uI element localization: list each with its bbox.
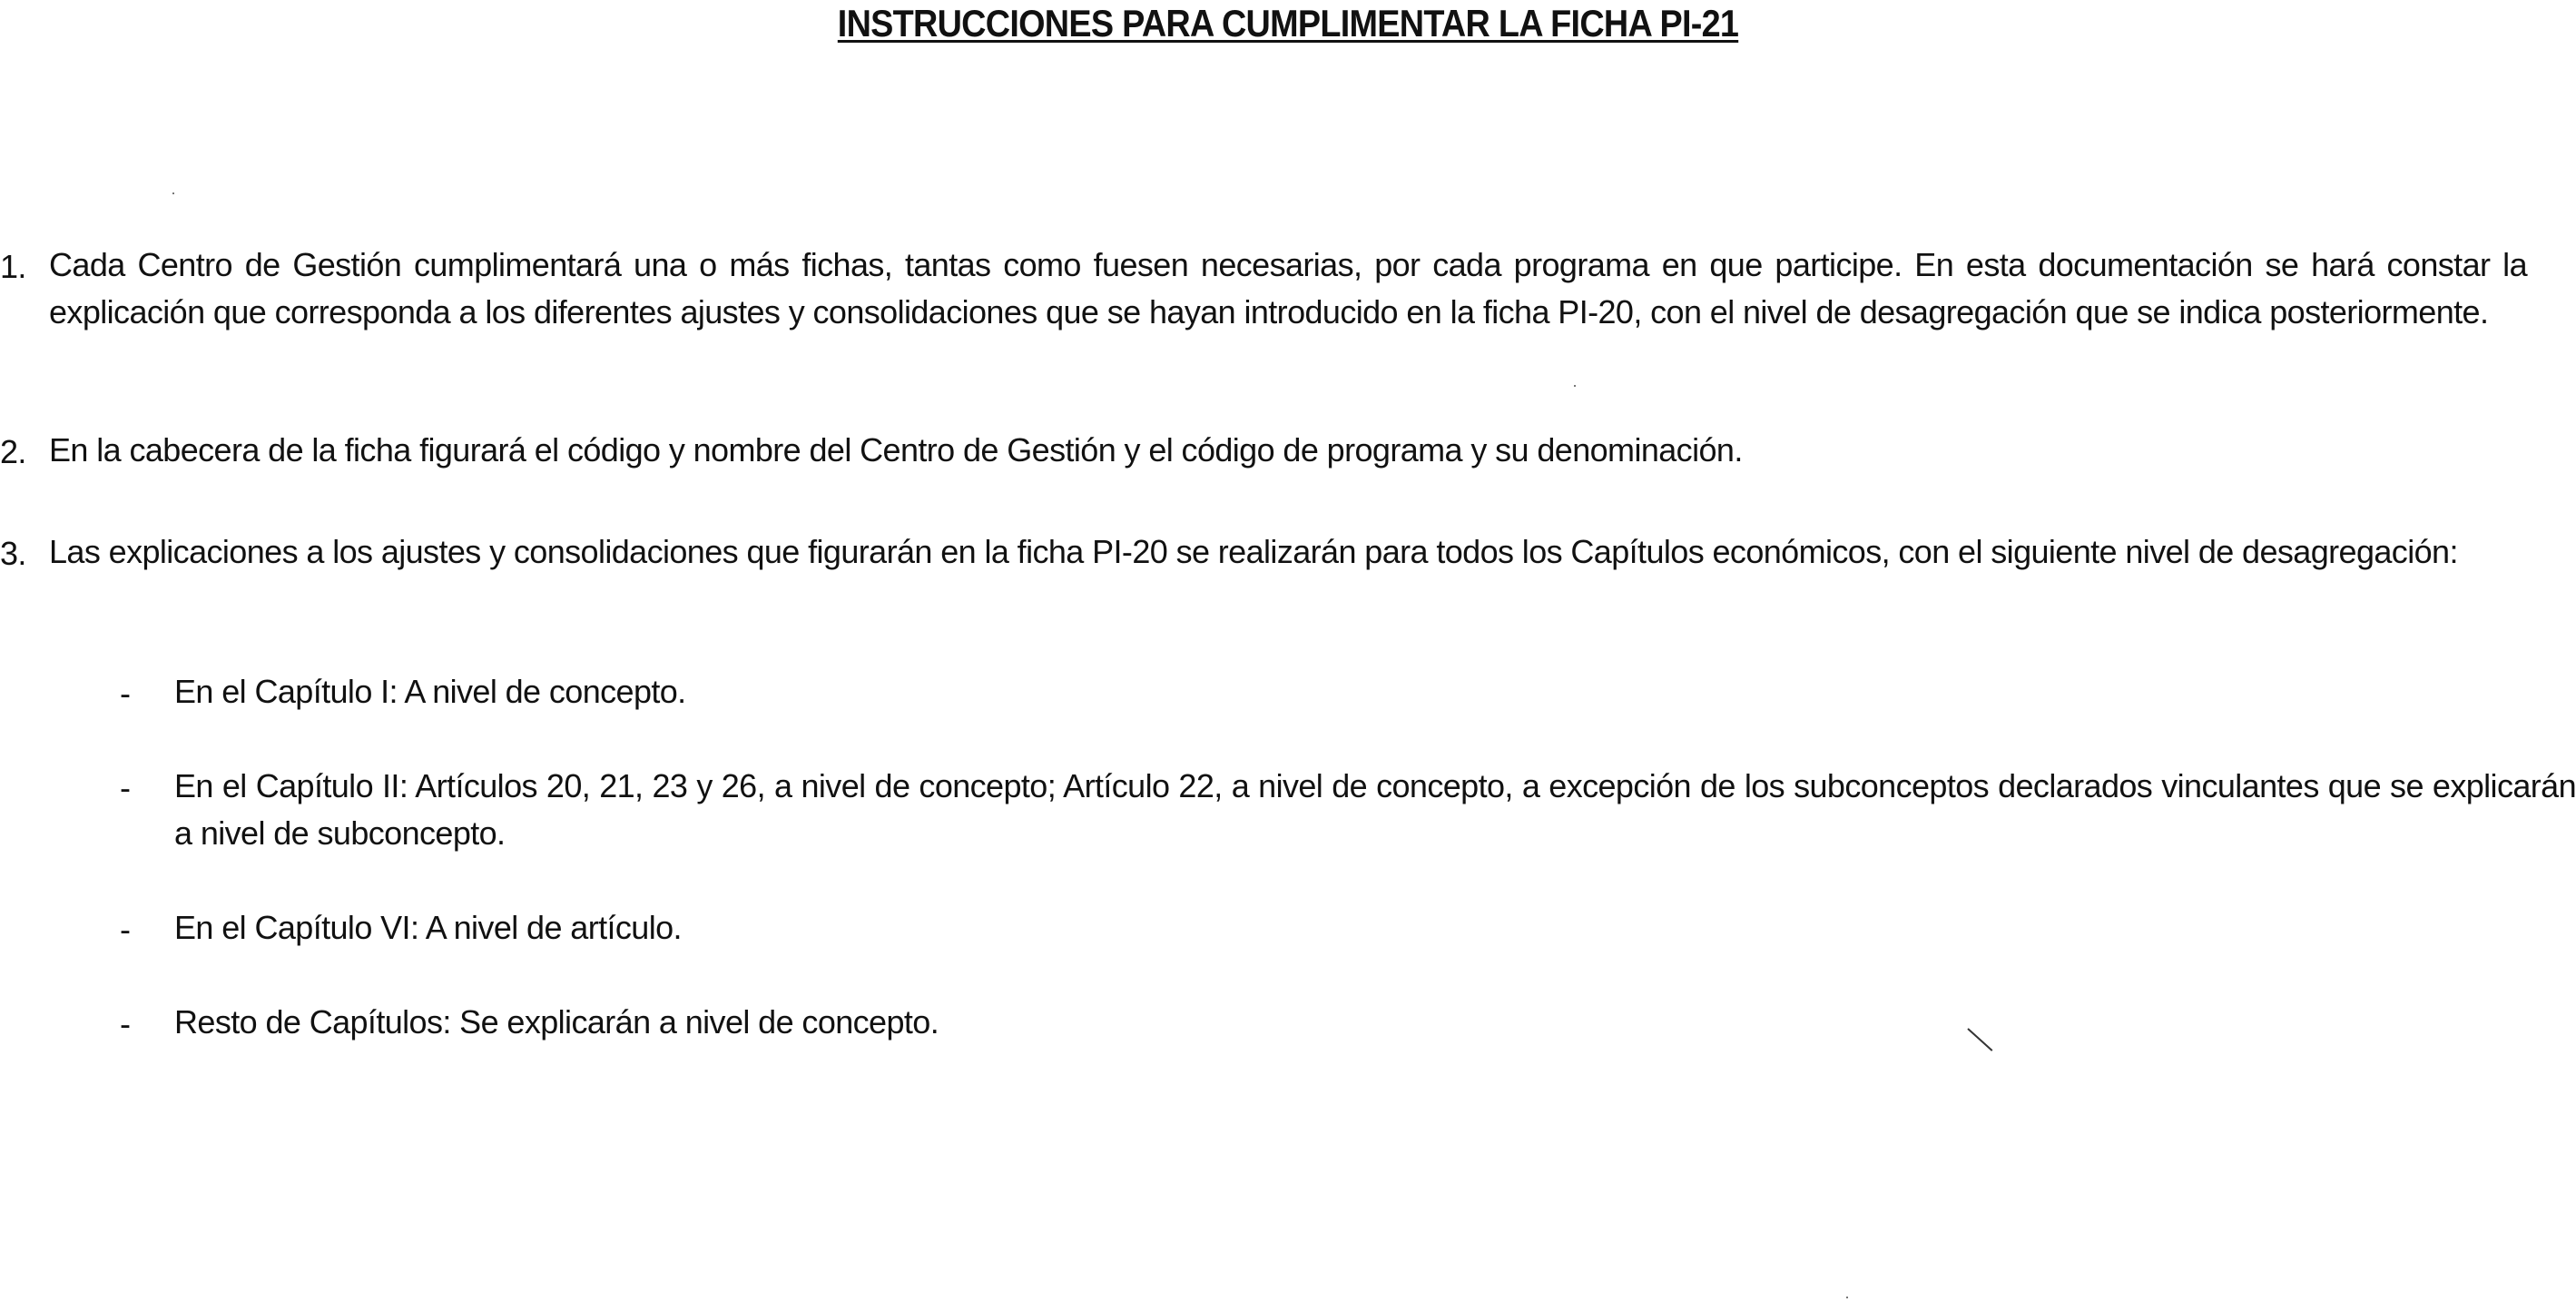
scan-artifact-dot xyxy=(1846,1297,1848,1298)
sub-item-capitulo-i xyxy=(120,668,2576,715)
instruction-number: 2. xyxy=(0,433,26,470)
document-title-text: INSTRUCCIONES PARA CUMPLIMENTAR LA FICHA PI-21 xyxy=(837,2,1739,44)
sub-item-capitulo-ii xyxy=(120,763,2576,857)
document-title xyxy=(129,0,2447,47)
instruction-item-3 xyxy=(0,528,2527,576)
list-dash: - xyxy=(120,769,131,806)
scan-artifact-dot xyxy=(1574,385,1576,387)
instruction-number: 3. xyxy=(0,535,26,572)
instruction-text: En la cabecera de la ficha figurará el código y nombre del Centro de Gestión y el código de programa y su denominación. xyxy=(49,431,1743,469)
sub-item-text: Resto de Capítulos: Se explicarán a nivel de concepto. xyxy=(174,1003,939,1041)
sub-item-text: En el Capítulo I: A nivel de concepto. xyxy=(174,673,686,710)
sub-item-capitulo-vi xyxy=(120,904,2576,952)
sub-item-resto-capitulos xyxy=(120,999,2576,1046)
scan-artifact-dot xyxy=(172,192,174,194)
list-dash: - xyxy=(120,911,131,948)
instruction-text: Las explicaciones a los ajustes y consolidaciones que figurarán en la ficha PI-20 se realizarán para todos los Capítulos económicos, con el siguiente nivel de desagregación: xyxy=(49,533,2458,570)
instruction-number: 1. xyxy=(0,248,26,285)
instruction-text: Cada Centro de Gestión cumplimentará una o más fichas, tantas como fuesen necesarias, por cada programa en que participe. En esta documentación se hará constar la explicación que corresponda a los diferentes ajustes y consolidaciones que se hayan introducido en la ficha PI-20, con el nivel de desagregación que se indica posteriormente. xyxy=(49,246,2527,330)
instruction-item-2 xyxy=(0,427,2527,474)
list-dash: - xyxy=(120,1005,131,1042)
instruction-item-1 xyxy=(0,242,2527,336)
sub-item-text: En el Capítulo II: Artículos 20, 21, 23 y 26, a nivel de concepto; Artículo 22, a nivel de concepto, a excepción de los subconceptos declarados vinculantes que se explicarán a nivel de subconcepto. xyxy=(174,767,2576,852)
list-dash: - xyxy=(120,675,131,712)
sub-item-text: En el Capítulo VI: A nivel de artículo. xyxy=(174,909,682,946)
